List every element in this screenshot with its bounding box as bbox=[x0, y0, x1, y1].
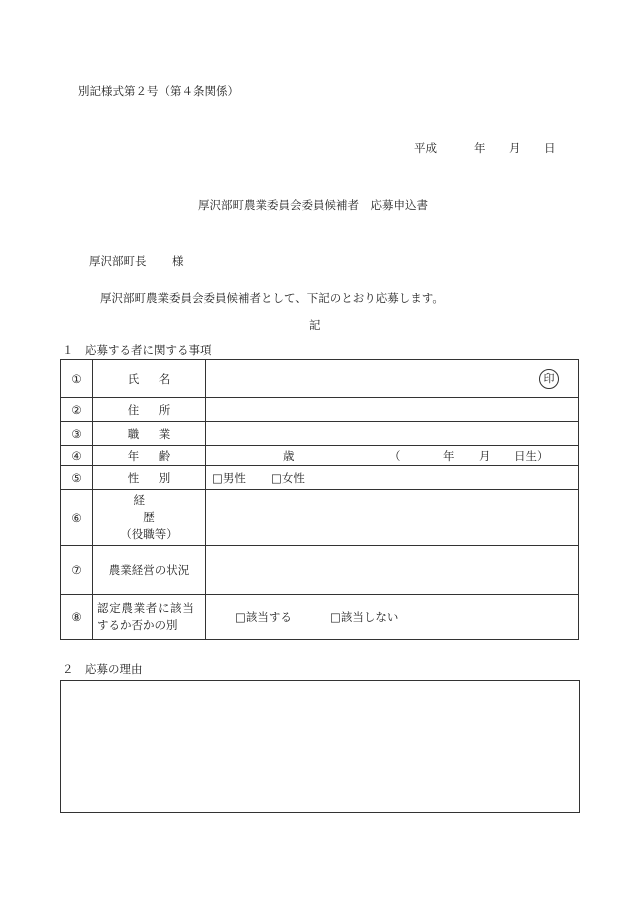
row-number: ② bbox=[61, 398, 93, 422]
row-number: ⑧ bbox=[61, 595, 93, 640]
row-career bbox=[61, 490, 579, 546]
row-age bbox=[61, 446, 579, 466]
row-number: ⑥ bbox=[61, 490, 93, 546]
male-checkbox[interactable]: □男性 bbox=[212, 470, 246, 485]
certified-farmer-label: 認定農業者に該当 するか否かの別 bbox=[93, 595, 206, 640]
name-field[interactable] bbox=[206, 360, 579, 398]
intro-text: 厚沢部町農業委員会委員候補者として、下記のとおり応募します。 bbox=[100, 291, 444, 305]
sex-label: 性別 bbox=[93, 466, 206, 490]
age-label: 年齢 bbox=[93, 446, 206, 466]
applicant-table bbox=[60, 359, 579, 640]
row-sex bbox=[61, 466, 579, 490]
career-label: 経歴 （役職等） bbox=[93, 490, 206, 546]
addressee-name: 厚沢部町長 bbox=[89, 254, 147, 268]
occupation-field[interactable] bbox=[206, 422, 579, 446]
certified-yes-checkbox[interactable]: □該当する bbox=[235, 610, 292, 624]
date-era: 平成 bbox=[414, 141, 437, 155]
seal-mark: 印 bbox=[539, 369, 559, 389]
farm-status-field[interactable] bbox=[206, 546, 579, 595]
address-label: 住所 bbox=[93, 398, 206, 422]
row-certified-farmer bbox=[61, 595, 579, 640]
ki-label: 記 bbox=[309, 318, 321, 332]
female-checkbox[interactable]: □女性 bbox=[271, 470, 305, 485]
row-number: ① bbox=[61, 360, 93, 398]
addressee-honorific: 様 bbox=[172, 254, 184, 268]
form-label: 別記様式第２号（第４条関係） bbox=[78, 84, 239, 98]
certified-no-checkbox[interactable]: □該当しない bbox=[330, 610, 399, 624]
address-field[interactable] bbox=[206, 398, 579, 422]
age-field[interactable] bbox=[206, 446, 579, 466]
reason-field[interactable] bbox=[60, 680, 580, 813]
birth-year-label: 年 bbox=[443, 448, 455, 463]
age-unit: 歳 bbox=[283, 448, 295, 463]
date-year: 年 bbox=[474, 141, 486, 155]
farm-status-label: 農業経営の状況 bbox=[93, 546, 206, 595]
document-title: 厚沢部町農業委員会委員候補者 応募申込書 bbox=[198, 198, 428, 212]
sex-field bbox=[206, 466, 579, 490]
birth-month-label: 月 bbox=[479, 448, 491, 463]
row-number: ⑦ bbox=[61, 546, 93, 595]
date-month: 月 bbox=[509, 141, 521, 155]
row-farm-status bbox=[61, 546, 579, 595]
section1-heading: １ 応募する者に関する事項 bbox=[62, 343, 212, 357]
section2-heading: ２ 応募の理由 bbox=[62, 662, 143, 676]
birth-open-paren: （ bbox=[389, 448, 401, 463]
row-number: ⑤ bbox=[61, 466, 93, 490]
certified-farmer-field bbox=[206, 595, 579, 640]
name-label: 氏名 bbox=[93, 360, 206, 398]
date-day: 日 bbox=[544, 141, 556, 155]
career-field[interactable] bbox=[206, 490, 579, 546]
row-number: ④ bbox=[61, 446, 93, 466]
occupation-label: 職業 bbox=[93, 422, 206, 446]
row-number: ③ bbox=[61, 422, 93, 446]
row-name bbox=[61, 360, 579, 398]
birth-day-label: 日生） bbox=[514, 448, 549, 463]
row-occupation bbox=[61, 422, 579, 446]
row-address bbox=[61, 398, 579, 422]
